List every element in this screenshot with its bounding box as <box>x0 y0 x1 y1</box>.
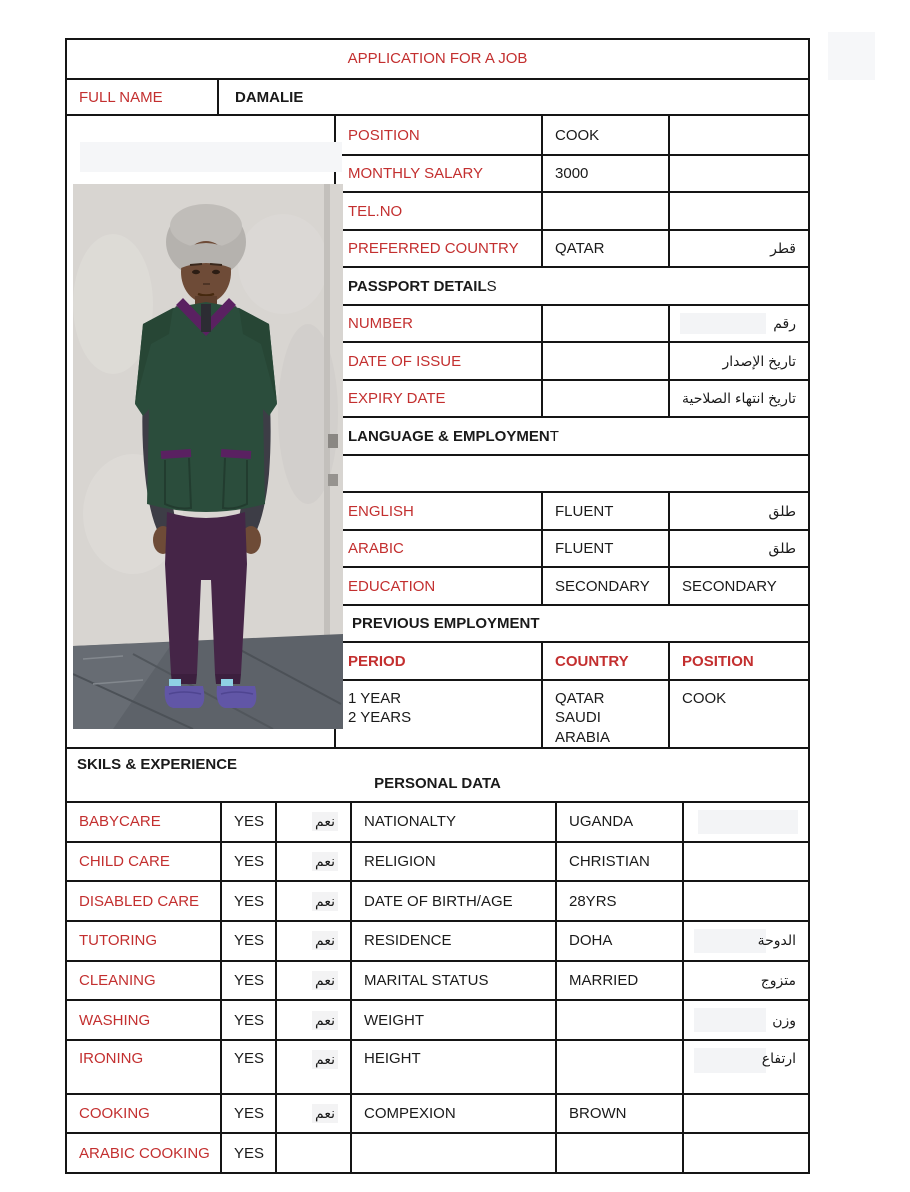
redaction-box <box>680 313 766 335</box>
country-ar: قطر <box>770 240 796 257</box>
field-label: DATE OF BIRTH/AGE <box>364 892 513 910</box>
period-column-header: PERIOD <box>348 652 406 670</box>
country-column-header: COUNTRY <box>555 652 629 670</box>
skill-label: IRONING <box>79 1050 144 1068</box>
skill-yes-ar: نعم <box>312 852 338 871</box>
info-table <box>334 116 808 747</box>
skill-label: COOKING <box>79 1104 150 1122</box>
expiry-date-label: EXPIRY DATE <box>348 390 446 408</box>
position-label: POSITION <box>348 126 420 144</box>
middle-section <box>67 114 808 747</box>
date-of-issue-label: DATE OF ISSUE <box>348 352 462 370</box>
field-label: WEIGHT <box>364 1011 424 1029</box>
table-row-tutoring <box>67 920 808 960</box>
skill-yes-ar: نعم <box>312 812 338 831</box>
education-label: EDUCATION <box>348 577 436 595</box>
date-of-issue-ar: تاريخ الإصدار <box>722 352 796 369</box>
field-label: RELIGION <box>364 852 436 870</box>
form-title: APPLICATION FOR A JOB <box>347 50 528 68</box>
language-header-suffix: T <box>549 427 559 445</box>
previous-employment-header: PREVIOUS EMPLOYMENT <box>352 615 540 633</box>
table-row-country <box>336 229 808 267</box>
skill-yes-ar: نعم <box>312 931 338 950</box>
language-header-row <box>336 416 808 454</box>
skill-label: DISABLED CARE <box>79 892 200 910</box>
form-title-row <box>67 40 808 78</box>
arabic-value: FLUENT <box>555 540 614 558</box>
table-row-telno <box>336 191 808 229</box>
previous-employment-header-row <box>336 604 808 642</box>
field-label: COMPEXION <box>364 1104 456 1122</box>
telno-label: TEL.NO <box>348 202 403 220</box>
field-value: 28YRS <box>569 892 617 910</box>
education-ar: SECONDARY <box>682 577 777 595</box>
country-label: PREFERRED COUNTRY <box>348 240 519 258</box>
skill-label: WASHING <box>79 1011 151 1029</box>
salary-label: MONTHLY SALARY <box>348 165 484 183</box>
field-label: NATIONALTY <box>364 813 456 831</box>
table-row-arabic-cooking <box>67 1132 808 1172</box>
skill-yes-ar: نعم <box>312 971 338 990</box>
table-row-salary <box>336 154 808 192</box>
redaction-box <box>694 1008 766 1032</box>
english-value: FLUENT <box>555 502 614 520</box>
full-name-row <box>67 78 808 115</box>
empty-row <box>336 454 808 492</box>
skill-label: CHILD CARE <box>79 852 170 870</box>
skill-yes-ar: نعم <box>312 1050 338 1069</box>
redaction-box <box>694 929 766 953</box>
field-value: UGANDA <box>569 813 634 831</box>
watermark-box <box>828 32 875 80</box>
personal-data-header: PERSONAL DATA <box>374 775 501 793</box>
passport-number-ar: رقم <box>773 315 796 332</box>
field-ar: الدوحة <box>757 932 796 949</box>
photo-cell <box>67 116 334 747</box>
table-row-arabic <box>336 529 808 567</box>
table-row-childcare <box>67 841 808 881</box>
arabic-ar: طلق <box>768 540 796 557</box>
applicant-photo <box>73 184 343 729</box>
arabic-label: ARABIC <box>348 540 404 558</box>
skill-yes: YES <box>234 813 265 831</box>
skill-yes: YES <box>234 1050 265 1068</box>
skill-yes: YES <box>234 892 265 910</box>
salary-value: 3000 <box>555 165 589 183</box>
skill-yes-ar: نعم <box>312 892 338 911</box>
full-name-value: DAMALIE <box>235 88 304 106</box>
field-ar: وزن <box>772 1011 796 1028</box>
passport-number-label: NUMBER <box>348 315 414 333</box>
redaction-box <box>698 810 798 834</box>
country-value: QATAR <box>555 240 605 258</box>
skill-yes: YES <box>234 932 265 950</box>
english-ar: طلق <box>768 502 796 519</box>
skill-label: ARABIC COOKING <box>79 1144 210 1162</box>
field-value: CHRISTIAN <box>569 852 650 870</box>
skills-header: SKILS & EXPERIENCE <box>77 756 238 774</box>
table-row-babycare <box>67 801 808 841</box>
education-value: SECONDARY <box>555 577 650 595</box>
previous-employment-columns-row <box>336 641 808 679</box>
table-row-ironing <box>67 1039 808 1093</box>
country-entry: QATAR SAUDI ARABIA <box>555 689 611 746</box>
table-row-expiry-date <box>336 379 808 417</box>
passport-header: PASSPORT DETAIL <box>348 277 487 295</box>
field-label: MARITAL STATUS <box>364 972 489 990</box>
field-value: BROWN <box>569 1104 627 1122</box>
table-row-disabledcare <box>67 880 808 920</box>
language-header: LANGUAGE & EMPLOYMEN <box>348 427 550 445</box>
position-entry: COOK <box>682 689 727 707</box>
field-value: DOHA <box>569 932 613 950</box>
table-row-passport-number <box>336 304 808 342</box>
field-label: RESIDENCE <box>364 932 452 950</box>
redacted-strip <box>80 142 342 172</box>
table-row-cooking <box>67 1093 808 1133</box>
skills-personal-header-row <box>67 747 808 801</box>
table-row-washing <box>67 999 808 1039</box>
english-label: ENGLISH <box>348 502 414 520</box>
skill-label: TUTORING <box>79 932 158 950</box>
skill-yes-ar: نعم <box>312 1011 338 1030</box>
field-ar: ارتفاع <box>761 1050 796 1067</box>
skill-yes: YES <box>234 1011 265 1029</box>
passport-header-row <box>336 266 808 304</box>
skill-yes-ar: نعم <box>312 1104 338 1123</box>
skill-yes: YES <box>234 1104 265 1122</box>
skill-yes: YES <box>234 1144 265 1162</box>
skill-label: BABYCARE <box>79 813 161 831</box>
skill-yes: YES <box>234 972 265 990</box>
skill-yes: YES <box>234 852 265 870</box>
previous-employment-entry-row <box>336 679 808 748</box>
table-row-cleaning <box>67 960 808 1000</box>
field-label: HEIGHT <box>364 1050 421 1068</box>
passport-header-suffix: S <box>486 277 497 295</box>
period-entry: 1 YEAR 2 YEARS <box>348 689 412 727</box>
application-form <box>65 38 810 1174</box>
skill-label: CLEANING <box>79 972 156 990</box>
table-row-date-of-issue <box>336 341 808 379</box>
position-value: COOK <box>555 126 600 144</box>
table-row-education <box>336 566 808 604</box>
table-row-english <box>336 491 808 529</box>
field-value: MARRIED <box>569 972 639 990</box>
full-name-label: FULL NAME <box>79 88 163 106</box>
position-column-header: POSITION <box>682 652 754 670</box>
expiry-date-ar: تاريخ انتهاء الصلاحية <box>682 390 796 407</box>
redaction-box <box>694 1048 766 1073</box>
table-row-position <box>336 116 808 154</box>
field-ar: متزوج <box>760 972 796 989</box>
